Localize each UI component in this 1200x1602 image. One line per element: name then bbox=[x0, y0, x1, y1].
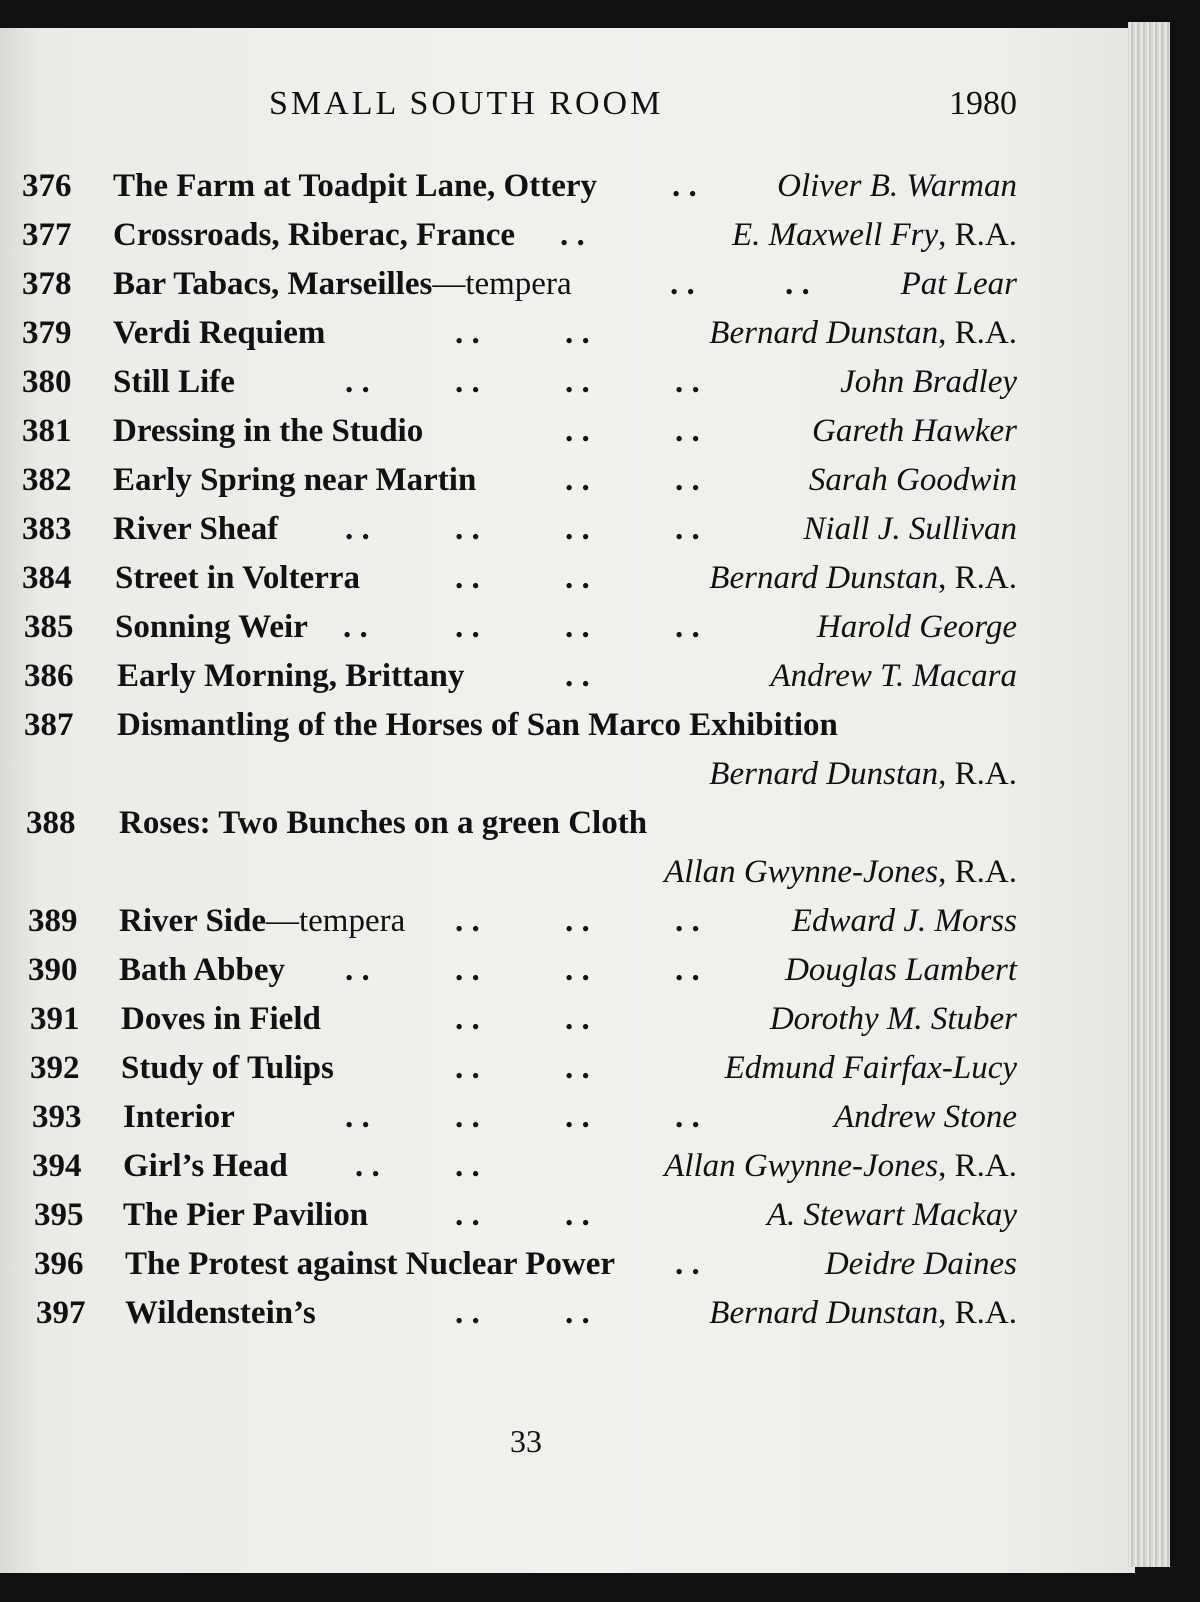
leader-dots: . . bbox=[565, 1295, 590, 1331]
entry-title: Verdi Requiem bbox=[113, 315, 326, 351]
leader-dots: . . bbox=[565, 1001, 590, 1037]
entry-title: River Sheaf bbox=[113, 511, 279, 547]
catalogue-entry bbox=[0, 1148, 1200, 1192]
leader-dots: . . bbox=[675, 1099, 700, 1135]
leader-dots: . . bbox=[675, 609, 700, 645]
catalogue-entry bbox=[0, 413, 1200, 457]
entry-title: Girl’s Head bbox=[123, 1148, 288, 1184]
leader-dots: . . bbox=[455, 315, 480, 351]
leader-dots: . . bbox=[675, 364, 700, 400]
entry-title: Crossroads, Riberac, France bbox=[113, 217, 516, 253]
catalogue-entry bbox=[0, 315, 1200, 359]
leader-dots: . . bbox=[345, 511, 370, 547]
leader-dots: . . bbox=[455, 364, 480, 400]
entry-number: 376 bbox=[22, 168, 72, 204]
catalogue-entry bbox=[0, 511, 1200, 555]
entry-number: 377 bbox=[22, 217, 72, 253]
leader-dots: . . bbox=[565, 1099, 590, 1135]
page-number: 33 bbox=[510, 1423, 542, 1459]
leader-dots: . . bbox=[675, 462, 700, 498]
entry-title: River Side—tempera bbox=[119, 903, 406, 939]
leader-dots: . . bbox=[345, 1099, 370, 1135]
catalogue-entry bbox=[0, 1197, 1200, 1241]
leader-dots: . . bbox=[455, 511, 480, 547]
leader-dots: . . bbox=[565, 511, 590, 547]
leader-dots: . . bbox=[455, 609, 480, 645]
entry-number: 384 bbox=[22, 560, 72, 596]
catalogue-entry bbox=[0, 462, 1200, 506]
entry-title: The Pier Pavilion bbox=[123, 1197, 369, 1233]
leader-dots: . . bbox=[565, 1197, 590, 1233]
entry-artist: John Bradley bbox=[840, 364, 1017, 400]
entry-number: 383 bbox=[22, 511, 72, 547]
entry-title: Bath Abbey bbox=[119, 952, 285, 988]
leader-dots: . . bbox=[455, 1099, 480, 1135]
catalogue-entry bbox=[0, 658, 1200, 702]
year: 1980 bbox=[949, 85, 1017, 122]
leader-dots: . . bbox=[565, 658, 590, 694]
leader-dots: . . bbox=[455, 952, 480, 988]
catalogue-entry-continued bbox=[0, 854, 1200, 898]
entry-title: Sonning Weir bbox=[115, 609, 308, 645]
entry-number: 386 bbox=[24, 658, 74, 694]
entry-number: 388 bbox=[26, 805, 76, 841]
leader-dots: . . bbox=[455, 560, 480, 596]
catalogue-entry bbox=[0, 266, 1200, 310]
leader-dots: . . bbox=[455, 1001, 480, 1037]
page-header bbox=[0, 85, 1200, 135]
catalogue-entry bbox=[0, 168, 1200, 212]
entry-artist: Edward J. Morss bbox=[791, 903, 1017, 939]
entry-number: 390 bbox=[28, 952, 78, 988]
entry-artist: Dorothy M. Stuber bbox=[769, 1001, 1017, 1037]
catalogue-entry bbox=[0, 805, 1200, 849]
catalogue-entry bbox=[0, 560, 1200, 604]
entry-artist: Oliver B. Warman bbox=[777, 168, 1017, 204]
leader-dots: . . bbox=[560, 217, 585, 253]
leader-dots: . . bbox=[343, 609, 368, 645]
leader-dots: . . bbox=[455, 1295, 480, 1331]
entry-number: 397 bbox=[36, 1295, 86, 1331]
entry-title: Dismantling of the Horses of San Marco Exhibition bbox=[117, 707, 838, 743]
catalogue-entry bbox=[0, 903, 1200, 947]
catalogue-entry bbox=[0, 707, 1200, 751]
entry-title: Early Spring near Martin bbox=[113, 462, 477, 498]
entry-artist: Allan Gwynne-Jones, R.A. bbox=[664, 1148, 1017, 1184]
catalogue-entry-continued bbox=[0, 756, 1200, 800]
entry-artist: Niall J. Sullivan bbox=[803, 511, 1017, 547]
leader-dots: . . bbox=[455, 1148, 480, 1184]
entry-artist: Bernard Dunstan, R.A. bbox=[709, 756, 1017, 792]
leader-dots: . . bbox=[455, 1197, 480, 1233]
leader-dots: . . bbox=[565, 413, 590, 449]
catalogue-entry bbox=[0, 609, 1200, 653]
leader-dots: . . bbox=[675, 511, 700, 547]
leader-dots: . . bbox=[345, 952, 370, 988]
catalogue-entry bbox=[0, 1295, 1200, 1339]
entry-title: Street in Volterra bbox=[115, 560, 361, 596]
leader-dots: . . bbox=[565, 560, 590, 596]
leader-dots: . . bbox=[355, 1148, 380, 1184]
leader-dots: . . bbox=[672, 168, 697, 204]
entry-number: 392 bbox=[30, 1050, 80, 1086]
entry-title: Interior bbox=[123, 1099, 235, 1135]
catalogue-entry bbox=[0, 1001, 1200, 1045]
entry-artist: Bernard Dunstan, R.A. bbox=[709, 560, 1017, 596]
entry-number: 379 bbox=[22, 315, 72, 351]
entry-artist: Bernard Dunstan, R.A. bbox=[709, 1295, 1017, 1331]
leader-dots: . . bbox=[565, 609, 590, 645]
entry-artist: Bernard Dunstan, R.A. bbox=[709, 315, 1017, 351]
leader-dots: . . bbox=[565, 903, 590, 939]
entry-number: 395 bbox=[34, 1197, 84, 1233]
catalogue-entry bbox=[0, 1246, 1200, 1290]
entry-number: 394 bbox=[32, 1148, 82, 1184]
entry-artist: E. Maxwell Fry, R.A. bbox=[731, 217, 1017, 253]
leader-dots: . . bbox=[675, 903, 700, 939]
leader-dots: . . bbox=[455, 1050, 480, 1086]
entry-title: Wildenstein’s bbox=[125, 1295, 316, 1331]
leader-dots: . . bbox=[565, 315, 590, 351]
leader-dots: . . bbox=[565, 364, 590, 400]
catalogue-entry bbox=[0, 1099, 1200, 1143]
leader-dots: . . bbox=[670, 266, 695, 302]
entry-title: Doves in Field bbox=[121, 1001, 321, 1037]
entry-artist: Gareth Hawker bbox=[812, 413, 1017, 449]
entry-title: Still Life bbox=[113, 364, 235, 400]
leader-dots: . . bbox=[565, 462, 590, 498]
entry-title: The Farm at Toadpit Lane, Ottery bbox=[113, 168, 597, 204]
entry-artist: Deidre Daines bbox=[824, 1246, 1017, 1282]
catalogue-entry bbox=[0, 1050, 1200, 1094]
entry-number: 378 bbox=[22, 266, 72, 302]
leader-dots: . . bbox=[785, 266, 810, 302]
entry-number: 389 bbox=[28, 903, 78, 939]
entry-number: 391 bbox=[30, 1001, 80, 1037]
room-title: SMALL SOUTH ROOM bbox=[269, 85, 664, 122]
entry-number: 380 bbox=[22, 364, 72, 400]
entry-artist: Allan Gwynne-Jones, R.A. bbox=[664, 854, 1017, 890]
entry-title: Study of Tulips bbox=[121, 1050, 334, 1086]
entry-artist: Andrew T. Macara bbox=[770, 658, 1017, 694]
entry-title: Dressing in the Studio bbox=[113, 413, 424, 449]
entry-title: Bar Tabacs, Marseilles—tempera bbox=[113, 266, 572, 302]
entry-title: Early Morning, Brittany bbox=[117, 658, 465, 694]
leader-dots: . . bbox=[675, 1246, 700, 1282]
entry-title: The Protest against Nuclear Power bbox=[125, 1246, 616, 1282]
leader-dots: . . bbox=[565, 1050, 590, 1086]
catalogue-entry bbox=[0, 217, 1200, 261]
entry-artist: Edmund Fairfax-Lucy bbox=[724, 1050, 1017, 1086]
entry-artist: Pat Lear bbox=[900, 266, 1017, 302]
entry-number: 396 bbox=[34, 1246, 84, 1282]
leader-dots: . . bbox=[675, 952, 700, 988]
entry-artist: Andrew Stone bbox=[834, 1099, 1017, 1135]
entry-artist: A. Stewart Mackay bbox=[766, 1197, 1017, 1233]
entry-number: 385 bbox=[24, 609, 74, 645]
entry-number: 393 bbox=[32, 1099, 82, 1135]
catalogue-entry bbox=[0, 364, 1200, 408]
entry-artist: Douglas Lambert bbox=[785, 952, 1017, 988]
entry-number: 381 bbox=[22, 413, 72, 449]
leader-dots: . . bbox=[675, 413, 700, 449]
entry-title: Roses: Two Bunches on a green Cloth bbox=[119, 805, 648, 841]
leader-dots: . . bbox=[455, 903, 480, 939]
leader-dots: . . bbox=[565, 952, 590, 988]
entry-artist: Sarah Goodwin bbox=[808, 462, 1017, 498]
catalogue-entry bbox=[0, 952, 1200, 996]
leader-dots: . . bbox=[345, 364, 370, 400]
entry-number: 382 bbox=[22, 462, 72, 498]
entry-number: 387 bbox=[24, 707, 74, 743]
entry-artist: Harold George bbox=[816, 609, 1017, 645]
